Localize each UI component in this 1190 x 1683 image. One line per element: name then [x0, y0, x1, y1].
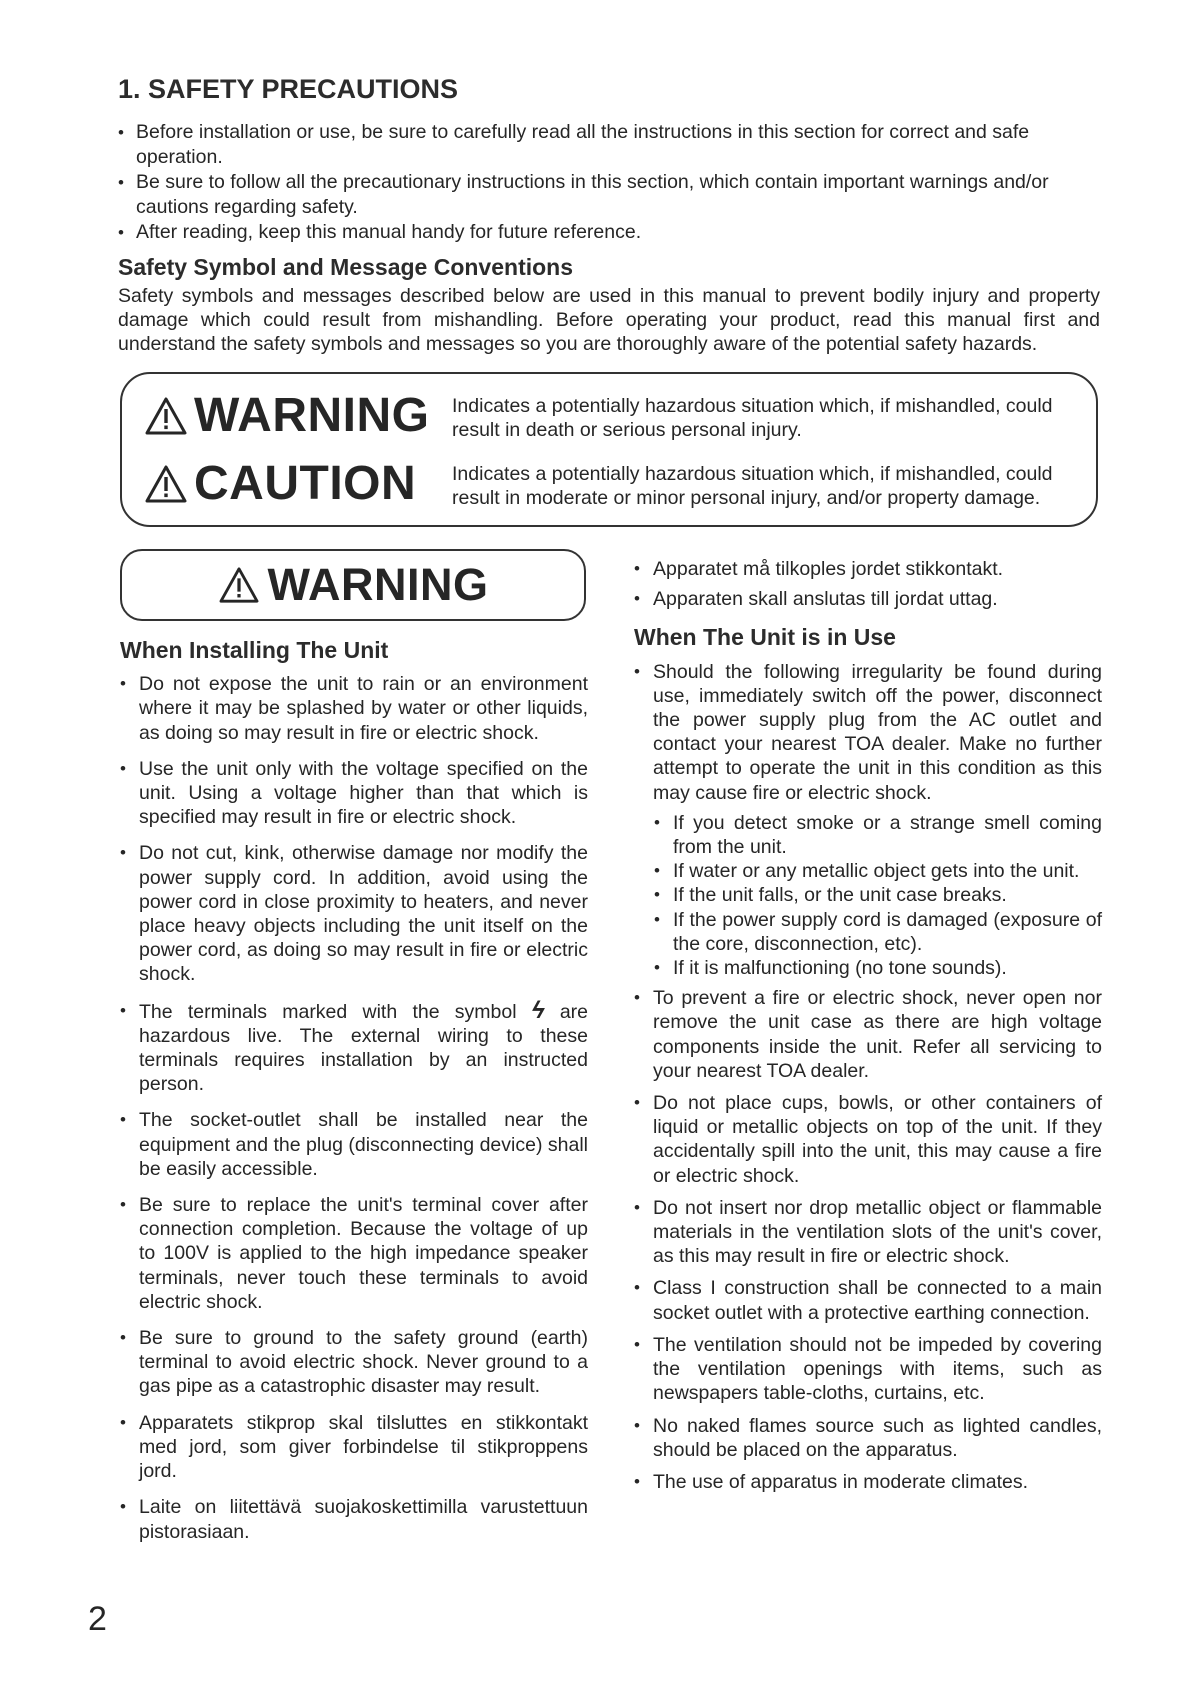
conventions-text: Safety symbols and messages described below are used in this manual to prevent bodily injury and property damage which could result from mishandling. Before operating your product, read this manual first and understand the safety symbols and messages so you are thoroughly aware of the potential safety hazards. — [118, 285, 1100, 355]
installing-heading: When Installing The Unit — [120, 637, 389, 663]
warning-word: WARNING — [194, 389, 430, 442]
list-item: • The ventilation should not be impeded by covering the ventilation openings with items, such as newspapers table-cloths, curtains, etc. — [634, 1333, 1102, 1406]
page-title: 1. SAFETY PRECAUTIONS — [118, 74, 459, 104]
list-item: • Be sure to ground to the safety ground (earth) terminal to avoid electric shock. Never ground to a gas pipe as a catastrophic disaster may result. — [120, 1326, 588, 1399]
list-item: • If the power supply cord is damaged (exposure of the core, disconnection, etc). — [654, 908, 1102, 956]
list-item: • No naked flames source such as lighted candles, should be placed on the apparatus. — [634, 1414, 1102, 1462]
list-item: • After reading, keep this manual handy for future reference. — [118, 220, 1100, 245]
list-item: • Do not place cups, bowls, or other containers of liquid or metallic objects on top of the unit. If they accidentally spill into the unit, this may cause a fire or electric shock. — [634, 1091, 1102, 1188]
list-item: • Use the unit only with the voltage specified on the unit. Using a voltage higher than that which is specified may result in fire or electric shock. — [120, 757, 588, 830]
warning-description: Indicates a potentially hazardous situation which, if mishandled, could result in death or serious personal injury. — [452, 395, 1053, 441]
list-item: • Do not insert nor drop metallic object or flammable materials in the ventilation slots of the unit's cover, as this may result in fire or electric shock. — [634, 1196, 1102, 1269]
list-item: • Laite on liitettävä suojakoskettimilla varustettuun pistorasiaan. — [120, 1495, 588, 1543]
terminal-text: The terminals marked with the symbol — [139, 1000, 517, 1023]
list-item: • Be sure to follow all the precautionary instructions in this section, which contain important warnings and/or cautions regarding safety. — [118, 170, 1100, 220]
irregularity-list — [654, 811, 1102, 980]
caution-signal — [144, 456, 416, 511]
left-column — [120, 638, 588, 1544]
page-number: 2 — [88, 1600, 107, 1638]
list-item: • Do not cut, kink, otherwise damage nor modify the power supply cord. In addition, avoid using the power cord in close proximity to heaters, and never place heavy objects including the unit itself on the power cord, as doing so may result in fire or electric shock. — [120, 841, 588, 986]
list-item — [120, 996, 588, 1097]
list-item: • The socket-outlet shall be installed near the equipment and the plug (disconnecting device) shall be easily accessible. — [120, 1108, 588, 1181]
list-item: • The use of apparatus in moderate climates. — [634, 1470, 1102, 1494]
list-item: • If you detect smoke or a strange smell coming from the unit. — [654, 811, 1102, 859]
list-item: • Class I construction shall be connected to a main socket outlet with a protective earthing connection. — [634, 1276, 1102, 1324]
warning-signal — [144, 388, 429, 443]
list-item: • If water or any metallic object gets into the unit. — [654, 859, 1102, 883]
warning-triangle-icon — [144, 396, 188, 436]
caution-word: CAUTION — [194, 457, 417, 510]
warning-banner — [120, 549, 586, 621]
list-item: • Apparaten skall anslutas till jordat uttag. — [634, 587, 1102, 611]
in-use-heading: When The Unit is in Use — [634, 624, 896, 651]
warning-triangle-icon — [218, 566, 260, 604]
list-item: • If the unit falls, or the unit case breaks. — [654, 883, 1102, 907]
list-item: • Do not expose the unit to rain or an environment where it may be splashed by water or other liquids, as doing so may result in fire or electric shock. — [120, 672, 588, 745]
list-item: • Apparatets stikprop skal tilsluttes en stikkontakt med jord, som giver forbindelse til stikproppens jord. — [120, 1411, 588, 1484]
right-column — [634, 557, 1102, 1494]
list-item: • Apparatet må tilkoples jordet stikkontakt. — [634, 557, 1102, 581]
lightning-symbol-icon: ϟ — [531, 996, 545, 1024]
conventions-heading: Safety Symbol and Message Conventions — [118, 254, 574, 280]
caution-triangle-icon — [144, 464, 188, 504]
list-item: • Before installation or use, be sure to carefully read all the instructions in this section for correct and safe operation. — [118, 120, 1100, 170]
list-item: • To prevent a fire or electric shock, never open nor remove the unit case as there are high voltage components inside the unit. Refer all servicing to your nearest TOA dealer. — [634, 986, 1102, 1083]
list-item: • Should the following irregularity be found during use, immediately switch off the power, disconnect the power supply plug from the AC outlet and contact your nearest TOA dealer. Make no further attempt to operate the unit in this condition as this may cause fire or electric shock. — [634, 660, 1102, 805]
intro-list — [118, 120, 1100, 245]
list-item: • Be sure to replace the unit's terminal cover after connection completion. Because the voltage of up to 100V is applied to the high impedance speaker terminals, never touch these terminals to avoid electric shock. — [120, 1193, 588, 1314]
list-item: • If it is malfunctioning (no tone sounds). — [654, 956, 1102, 980]
safety-symbol-box — [120, 372, 1098, 527]
caution-description: Indicates a potentially hazardous situation which, if mishandled, could result in moderate or minor personal injury, and/or property damage. — [452, 463, 1053, 509]
warning-banner-word: WARNING — [267, 559, 489, 610]
terminal-text-rest: are hazardous live. The external wiring to these terminals requires installation by an instructed person. — [139, 1000, 588, 1096]
